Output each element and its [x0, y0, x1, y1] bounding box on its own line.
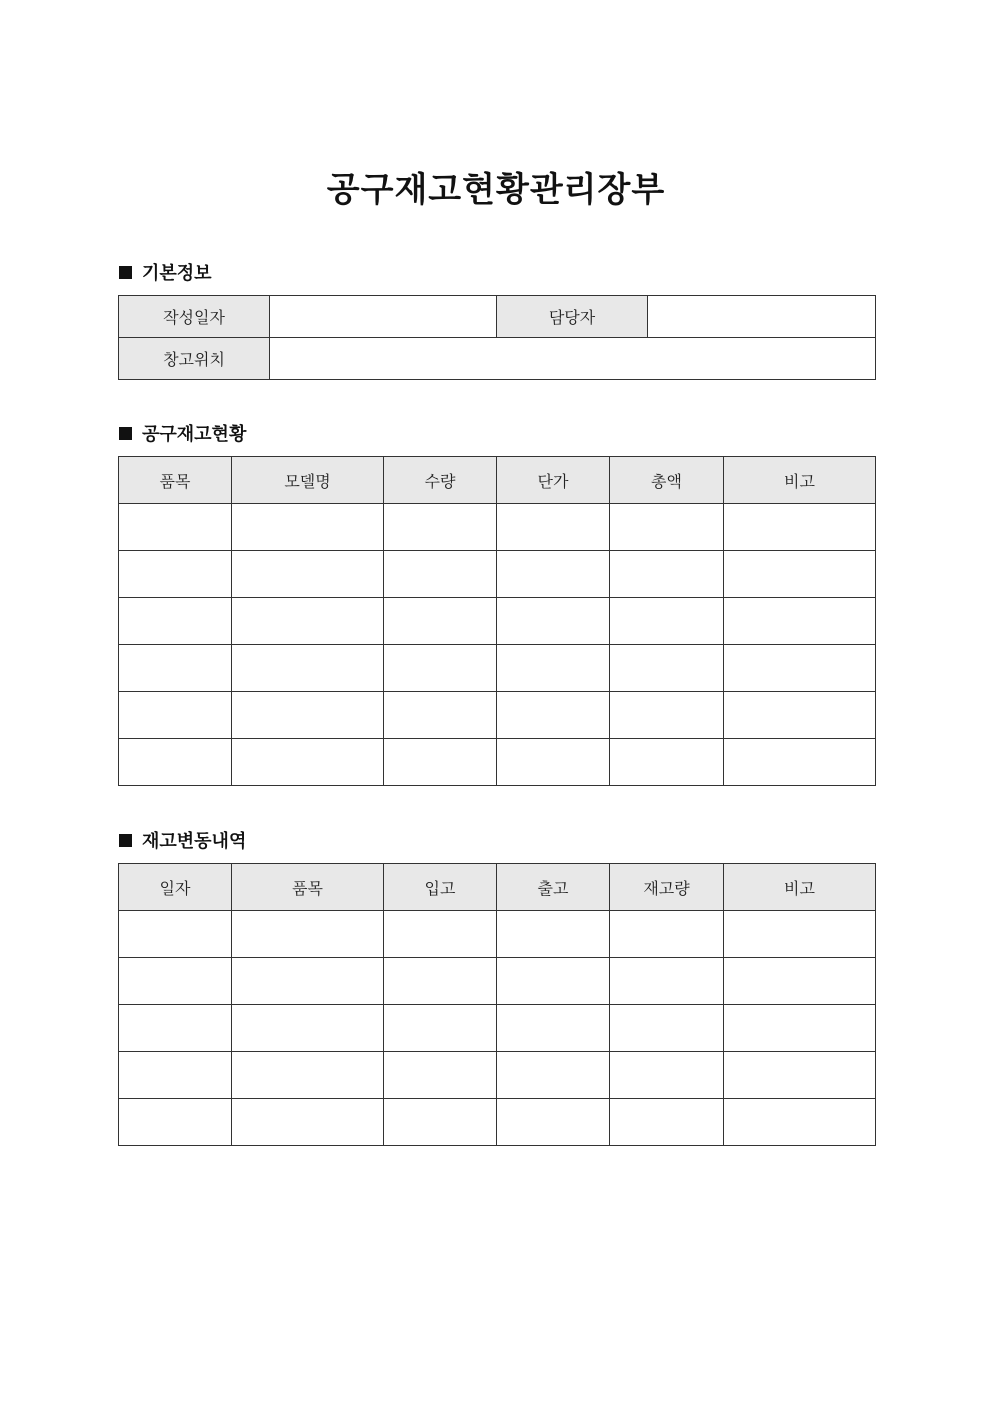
table-cell[interactable] [610, 1005, 724, 1052]
table-cell[interactable] [724, 958, 876, 1005]
table-row [119, 739, 876, 786]
column-header-total: 총액 [610, 457, 724, 504]
table-cell[interactable] [724, 739, 876, 786]
table-cell[interactable] [497, 645, 610, 692]
document-title: 공구재고현황관리장부 [326, 170, 666, 210]
table-cell[interactable] [610, 504, 724, 551]
table-cell[interactable] [384, 692, 497, 739]
table-cell[interactable] [232, 739, 384, 786]
table-cell[interactable] [232, 911, 384, 958]
table-cell[interactable] [384, 598, 497, 645]
column-header-item: 품목 [119, 457, 232, 504]
column-header-model: 모델명 [232, 457, 384, 504]
table-cell[interactable] [610, 739, 724, 786]
date-field[interactable] [270, 296, 497, 338]
table-cell[interactable] [119, 1052, 232, 1099]
table-cell[interactable] [610, 598, 724, 645]
basic-info-heading [119, 259, 212, 285]
table-cell[interactable] [610, 1052, 724, 1099]
table-cell[interactable] [497, 504, 610, 551]
table-row [119, 911, 876, 958]
table-cell[interactable] [119, 958, 232, 1005]
column-header-unit-price: 단가 [497, 457, 610, 504]
table-row [119, 504, 876, 551]
table-cell[interactable] [384, 1052, 497, 1099]
table-cell[interactable] [119, 551, 232, 598]
table-row [119, 1005, 876, 1052]
table-cell[interactable] [724, 551, 876, 598]
table-cell[interactable] [119, 1099, 232, 1146]
square-bullet-icon [119, 266, 132, 279]
square-bullet-icon [119, 834, 132, 847]
table-cell[interactable] [497, 739, 610, 786]
table-row [119, 551, 876, 598]
column-header-date: 일자 [119, 864, 232, 911]
table-cell[interactable] [384, 739, 497, 786]
table-cell[interactable] [119, 598, 232, 645]
stock-status-heading [119, 420, 246, 446]
warehouse-field[interactable] [270, 338, 876, 380]
table-cell[interactable] [232, 1005, 384, 1052]
table-cell[interactable] [497, 1099, 610, 1146]
table-cell[interactable] [724, 692, 876, 739]
table-cell[interactable] [724, 911, 876, 958]
info-row-warehouse [119, 338, 876, 380]
table-cell[interactable] [232, 598, 384, 645]
stock-header-row [119, 457, 876, 504]
manager-field[interactable] [648, 296, 876, 338]
table-cell[interactable] [232, 1052, 384, 1099]
table-cell[interactable] [610, 645, 724, 692]
column-header-item: 품목 [232, 864, 384, 911]
table-cell[interactable] [610, 911, 724, 958]
table-cell[interactable] [384, 1099, 497, 1146]
stock-changes-table [118, 863, 876, 1146]
table-cell[interactable] [119, 1005, 232, 1052]
table-cell[interactable] [232, 504, 384, 551]
table-cell[interactable] [384, 645, 497, 692]
table-row [119, 692, 876, 739]
column-header-incoming: 입고 [384, 864, 497, 911]
table-cell[interactable] [724, 1052, 876, 1099]
manager-label: 담당자 [497, 296, 648, 338]
table-cell[interactable] [497, 692, 610, 739]
table-row [119, 1052, 876, 1099]
table-cell[interactable] [119, 739, 232, 786]
warehouse-label: 창고위치 [119, 338, 270, 380]
stock-changes-heading [119, 827, 246, 853]
table-row [119, 598, 876, 645]
info-row-date-manager [119, 296, 876, 338]
column-header-remarks: 비고 [724, 457, 876, 504]
table-cell[interactable] [610, 692, 724, 739]
table-cell[interactable] [384, 1005, 497, 1052]
stock-changes-heading-text: 재고변동내역 [142, 831, 247, 852]
table-cell[interactable] [384, 551, 497, 598]
date-label: 작성일자 [119, 296, 270, 338]
table-cell[interactable] [384, 504, 497, 551]
table-cell[interactable] [610, 1099, 724, 1146]
column-header-stock-level: 재고량 [610, 864, 724, 911]
table-cell[interactable] [119, 911, 232, 958]
table-cell[interactable] [232, 692, 384, 739]
table-row [119, 1099, 876, 1146]
table-cell[interactable] [497, 1052, 610, 1099]
table-cell[interactable] [232, 551, 384, 598]
square-bullet-icon [119, 427, 132, 440]
column-header-outgoing: 출고 [497, 864, 610, 911]
table-cell[interactable] [119, 692, 232, 739]
table-cell[interactable] [497, 1005, 610, 1052]
basic-info-heading-text: 기본정보 [142, 263, 212, 284]
table-cell[interactable] [610, 551, 724, 598]
basic-info-table [118, 295, 876, 380]
table-cell[interactable] [497, 958, 610, 1005]
table-cell[interactable] [384, 958, 497, 1005]
table-row [119, 645, 876, 692]
table-cell[interactable] [119, 645, 232, 692]
table-cell[interactable] [610, 958, 724, 1005]
table-cell[interactable] [724, 504, 876, 551]
table-cell[interactable] [724, 645, 876, 692]
table-row [119, 958, 876, 1005]
stock-status-heading-text: 공구재고현황 [142, 424, 247, 445]
table-cell[interactable] [119, 504, 232, 551]
table-cell[interactable] [724, 598, 876, 645]
table-cell[interactable] [724, 1005, 876, 1052]
table-cell[interactable] [497, 911, 610, 958]
column-header-remarks: 비고 [724, 864, 876, 911]
table-cell[interactable] [497, 551, 610, 598]
table-cell[interactable] [232, 1099, 384, 1146]
column-header-quantity: 수량 [384, 457, 497, 504]
stock-status-table [118, 456, 876, 786]
table-cell[interactable] [384, 911, 497, 958]
changes-header-row [119, 864, 876, 911]
table-cell[interactable] [724, 1099, 876, 1146]
table-cell[interactable] [497, 598, 610, 645]
table-cell[interactable] [232, 645, 384, 692]
table-cell[interactable] [232, 958, 384, 1005]
